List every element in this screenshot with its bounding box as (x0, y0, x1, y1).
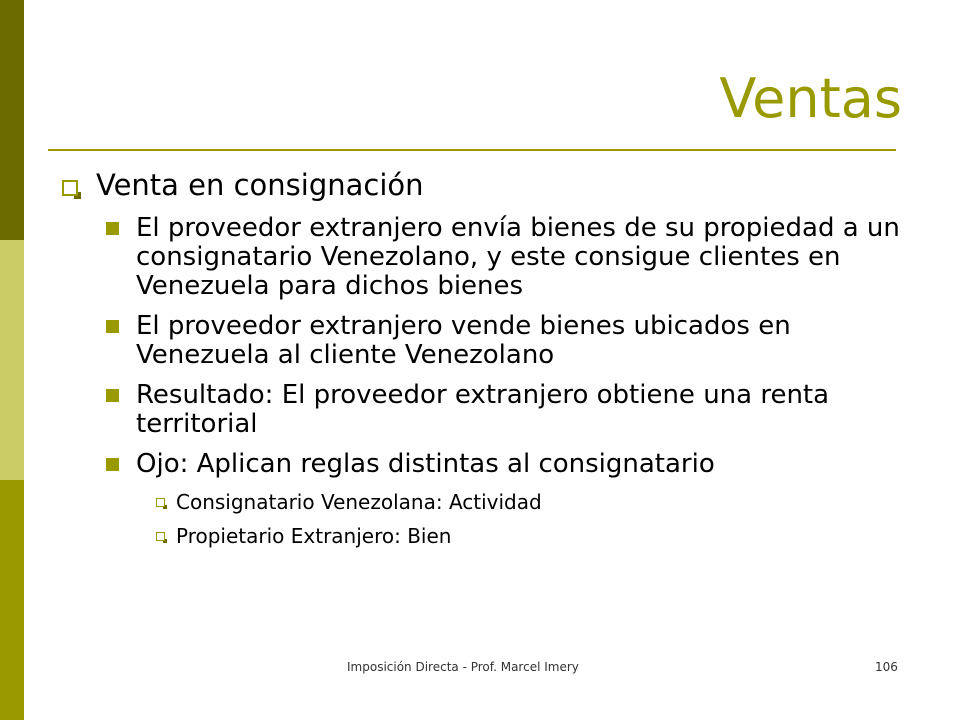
bullet-text: El proveedor extranjero envía bienes de su propiedad a un consignatario Venezolano, y este consigue clientes en Venezuela para dichos bienes (136, 213, 900, 301)
bullet-level2 (62, 214, 912, 301)
bullet-level2 (62, 381, 912, 439)
filled-square-bullet-icon (106, 222, 119, 235)
filled-square-bullet-icon (106, 320, 119, 333)
side-bar-bottom (0, 480, 24, 720)
bullet-text: Consignatario Venezolana: Actividad (176, 490, 542, 514)
square-bullet-icon (62, 180, 78, 196)
title-divider (48, 149, 896, 151)
side-bar-middle (0, 240, 24, 480)
bullet-text: Venta en consignación (96, 168, 424, 202)
bullet-level2 (62, 312, 912, 370)
page-number: 106 (875, 660, 898, 674)
bullet-text: El proveedor extranjero vende bienes ubicados en Venezuela al cliente Venezolano (136, 311, 791, 370)
bullet-text: Ojo: Aplican reglas distintas al consignatario (136, 449, 715, 479)
bullet-level2 (62, 450, 912, 479)
slide-title: Ventas (719, 67, 902, 130)
bullet-text: Resultado: El proveedor extranjero obtiene una renta territorial (136, 380, 830, 439)
footer-text: Imposición Directa - Prof. Marcel Imery (347, 660, 579, 674)
bullet-level3 (62, 524, 912, 548)
side-bar-top (0, 0, 24, 240)
bullet-level1 (62, 168, 912, 202)
slide-content (62, 168, 912, 558)
filled-square-bullet-icon (106, 458, 119, 471)
bullet-level3 (62, 490, 912, 514)
filled-square-bullet-icon (106, 389, 119, 402)
bullet-text: Propietario Extranjero: Bien (176, 524, 452, 548)
square-bullet-icon (156, 498, 165, 507)
square-bullet-icon (156, 532, 165, 541)
